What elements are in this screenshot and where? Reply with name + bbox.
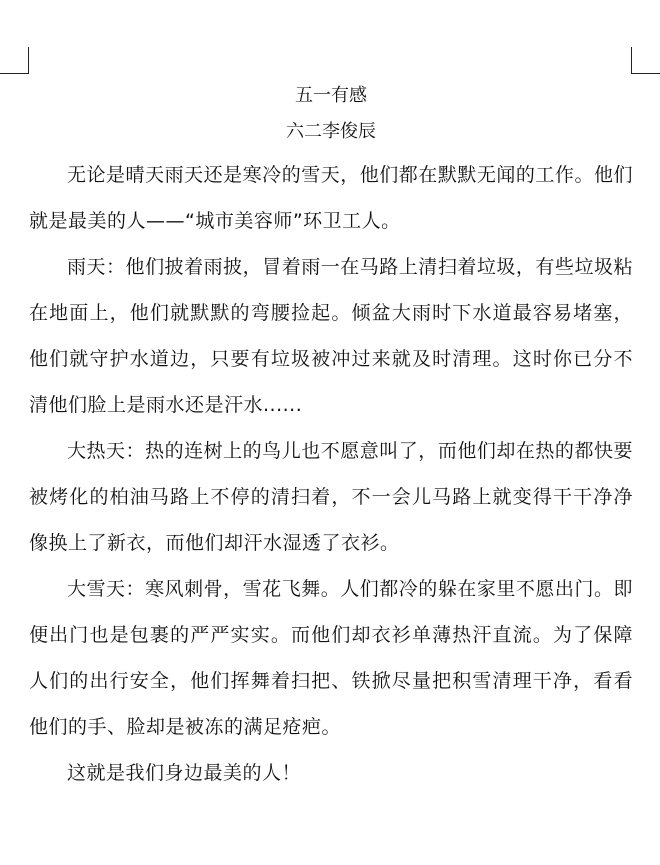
- paragraph-snowy-day: 大雪天：寒风刺骨，雪花飞舞。人们都冷的躲在家里不愿出门。即便出门也是包裹的严严实实。而他们却衣衫单薄热汗直流。为了保障人们的出行安全，他们挥舞着扫把、铁掀尽量把积雪清理干净，看看他们的手、脸却是被冻的满足疮疤。: [29, 578, 633, 738]
- paragraph-intro: 无论是晴天雨天还是寒冷的雪天，他们都在默默无闻的工作。他们就是最美的人——“城市美容师”环卫工人。: [29, 164, 633, 232]
- paragraph-hot-day: 大热天：热的连树上的鸟儿也不愿意叫了，而他们却在热的都快要被烤化的柏油马路上不停的清扫着，不一会儿马路上就变得干干净净像换上了新衣，而他们却汗水湿透了衣衫。: [29, 440, 633, 554]
- document-author: 六二李俊辰: [286, 121, 376, 142]
- document-body: [29, 78, 633, 796]
- paragraph-conclusion: 这就是我们身边最美的人！: [67, 762, 302, 784]
- crop-mark-top-left: [0, 47, 29, 74]
- document-title: 五一有感: [295, 85, 367, 106]
- paragraph-rainy-day: 雨天：他们披着雨披，冒着雨一在马路上清扫着垃圾，有些垃圾粘在地面上，他们就默默的弯腰捡起。倾盆大雨时下水道最容易堵塞，他们就守护水道边，只要有垃圾被冲过来就及时清理。这时你已分不清他们脸上是雨水还是汗水......: [29, 256, 633, 416]
- crop-mark-top-right: [631, 47, 660, 74]
